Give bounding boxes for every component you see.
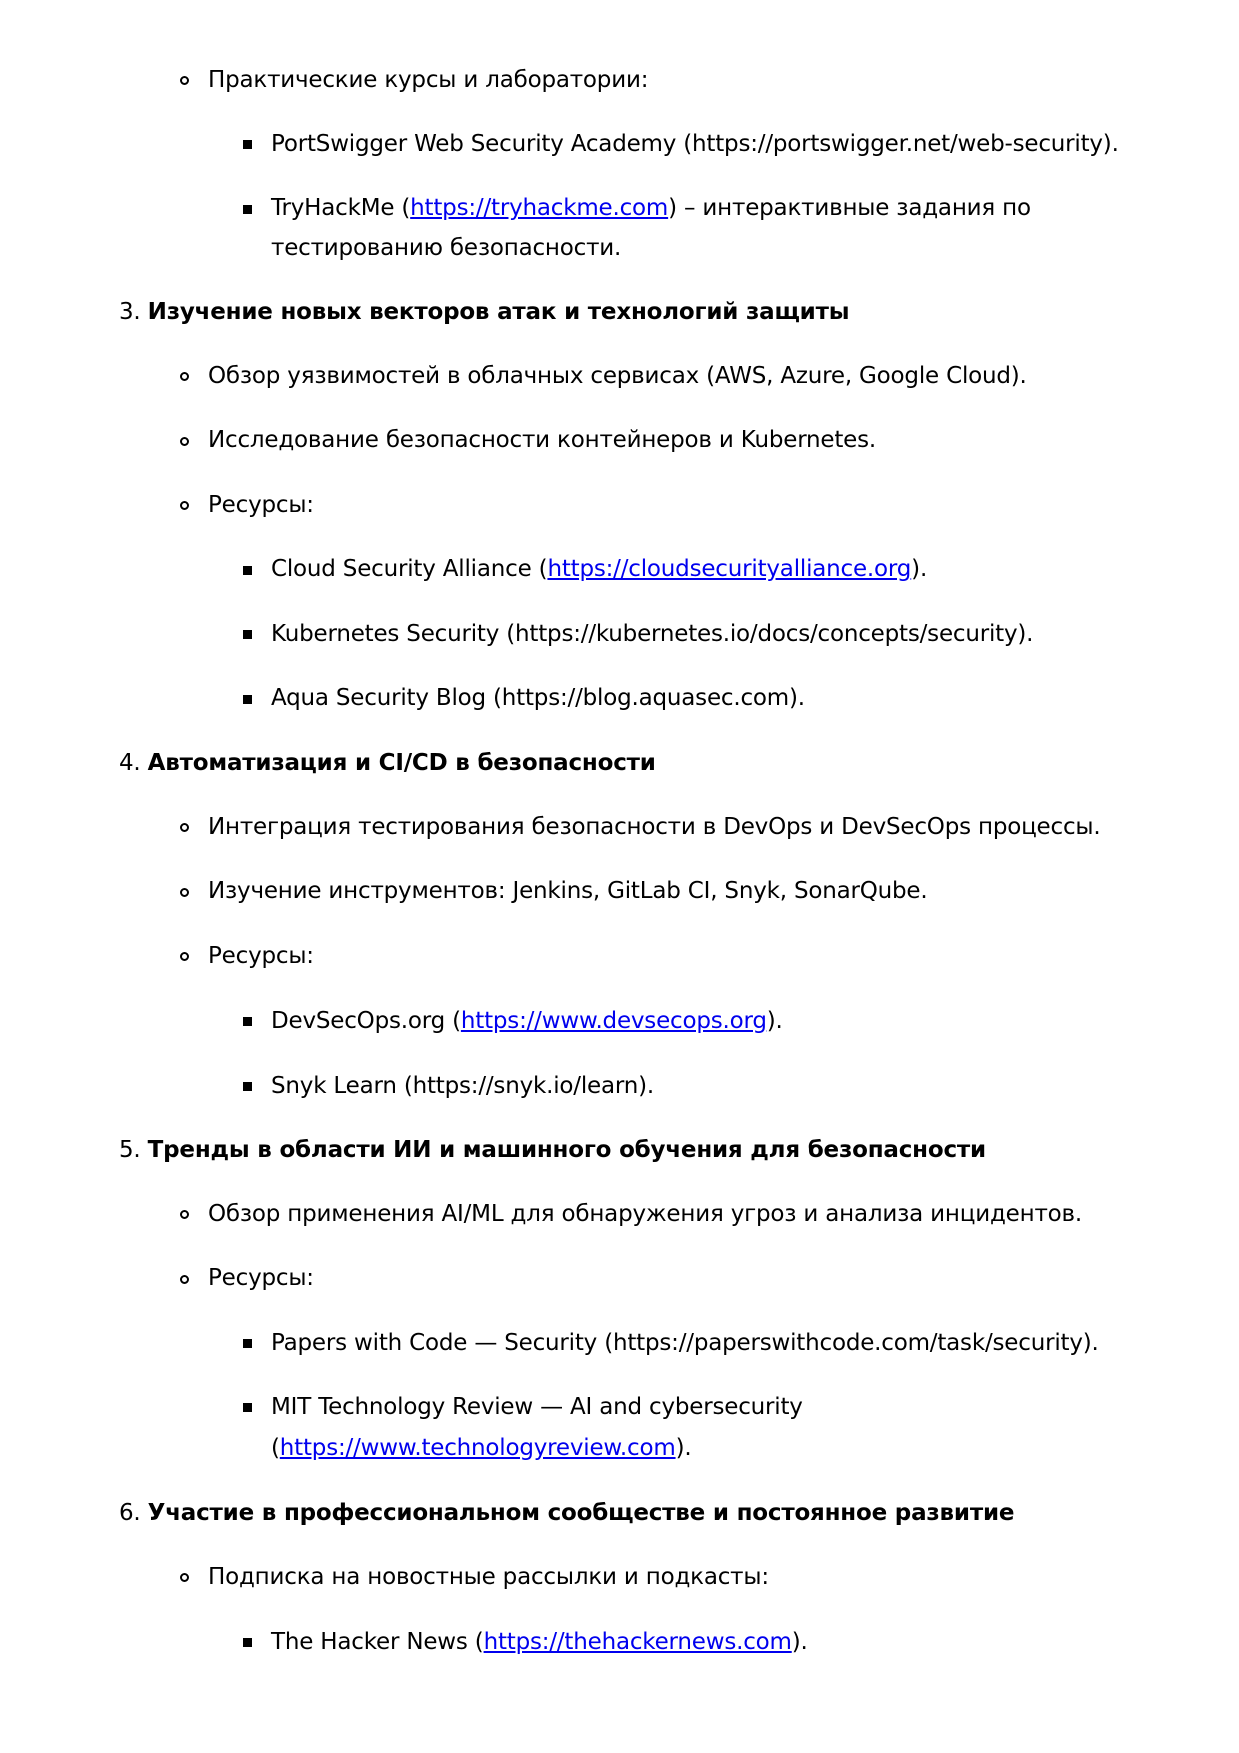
resource-item [271,193,1031,223]
list-item: Исследование безопасности контейнеров и Kubernetes. [208,427,877,453]
resource-suffix: ). [766,1008,783,1034]
circle-bullet [180,823,189,832]
list-item: Обзор уязвимостей в облачных сервисах (AWS, Azure, Google Cloud). [208,363,1027,389]
circle-bullet [180,1275,189,1284]
section-number: 5. [119,1137,141,1163]
resource-prefix: ( [271,1435,280,1461]
circle-bullet [180,372,189,381]
resource-item [271,554,927,584]
resource-prefix: DevSecOps.org ( [271,1008,461,1034]
thehackernews-link[interactable]: https://thehackernews.com [483,1629,792,1655]
resource-item: MIT Technology Review — AI and cybersecurity [271,1394,803,1420]
list-item: Ресурсы: [208,1265,314,1291]
resource-prefix: The Hacker News ( [271,1629,484,1655]
section-heading [119,748,656,778]
section-number: 3. [119,299,141,325]
section-heading [119,1498,1014,1528]
circle-bullet [180,952,189,961]
square-bullet [243,630,252,639]
square-bullet [243,1638,252,1647]
list-item: Ресурсы: [208,943,314,969]
section-heading [119,1135,986,1165]
resource-item: Snyk Learn (https://snyk.io/learn). [271,1073,654,1099]
section-heading [119,297,849,327]
square-bullet [243,1339,252,1348]
resource-item [271,1627,808,1657]
circle-bullet [180,501,189,510]
resource-suffix: ) – интерактивные задания по [668,195,1031,221]
square-bullet [243,1017,252,1026]
cloudsecurityalliance-link[interactable]: https://cloudsecurityalliance.org [547,556,912,582]
list-item: Интеграция тестирования безопасности в DevOps и DevSecOps процессы. [208,814,1101,840]
tryhackme-link[interactable]: https://tryhackme.com [410,195,669,221]
list-item: Подписка на новостные рассылки и подкасты: [208,1564,769,1590]
resource-suffix: ). [791,1629,808,1655]
square-bullet [243,1082,252,1091]
resource-suffix: ). [911,556,928,582]
technologyreview-link[interactable]: https://www.technologyreview.com [279,1435,676,1461]
section-number: 6. [119,1500,141,1526]
list-item: Обзор применения AI/ML для обнаружения угроз и анализа инцидентов. [208,1201,1082,1227]
square-bullet [243,566,252,575]
resource-item [271,1006,783,1036]
section-title: Автоматизация и CI/CD в безопасности [147,750,656,776]
resource-prefix: TryHackMe ( [271,195,411,221]
square-bullet [243,205,252,214]
resource-prefix: Cloud Security Alliance ( [271,556,548,582]
section-title: Участие в профессиональном сообществе и постоянное развитие [147,1500,1015,1526]
resource-suffix: ). [675,1435,692,1461]
square-bullet [243,1403,252,1412]
section-number: 4. [119,750,141,776]
section-title: Тренды в области ИИ и машинного обучения для безопасности [147,1137,986,1163]
list-item: Изучение инструментов: Jenkins, GitLab CI, Snyk, SonarQube. [208,878,928,904]
circle-bullet [180,888,189,897]
resource-item: PortSwigger Web Security Academy (https://portswigger.net/web-security). [271,131,1119,157]
devsecops-link[interactable]: https://www.devsecops.org [460,1008,767,1034]
section-title: Изучение новых векторов атак и технологий защиты [147,299,850,325]
resource-item: Aqua Security Blog (https://blog.aquasec.com). [271,685,805,711]
resource-item: Papers with Code — Security (https://paperswithcode.com/task/security). [271,1330,1099,1356]
list-item: Ресурсы: [208,492,314,518]
circle-bullet [180,76,189,85]
circle-bullet [180,1210,189,1219]
circle-bullet [180,1573,189,1582]
practical-label: Практические курсы и лаборатории: [208,67,649,93]
square-bullet [243,695,252,704]
resource-item: Kubernetes Security (https://kubernetes.io/docs/concepts/security). [271,621,1034,647]
square-bullet [243,140,252,149]
circle-bullet [180,437,189,446]
resource-item-continuation [271,1433,691,1463]
resource-item-continuation: тестированию безопасности. [271,235,622,261]
